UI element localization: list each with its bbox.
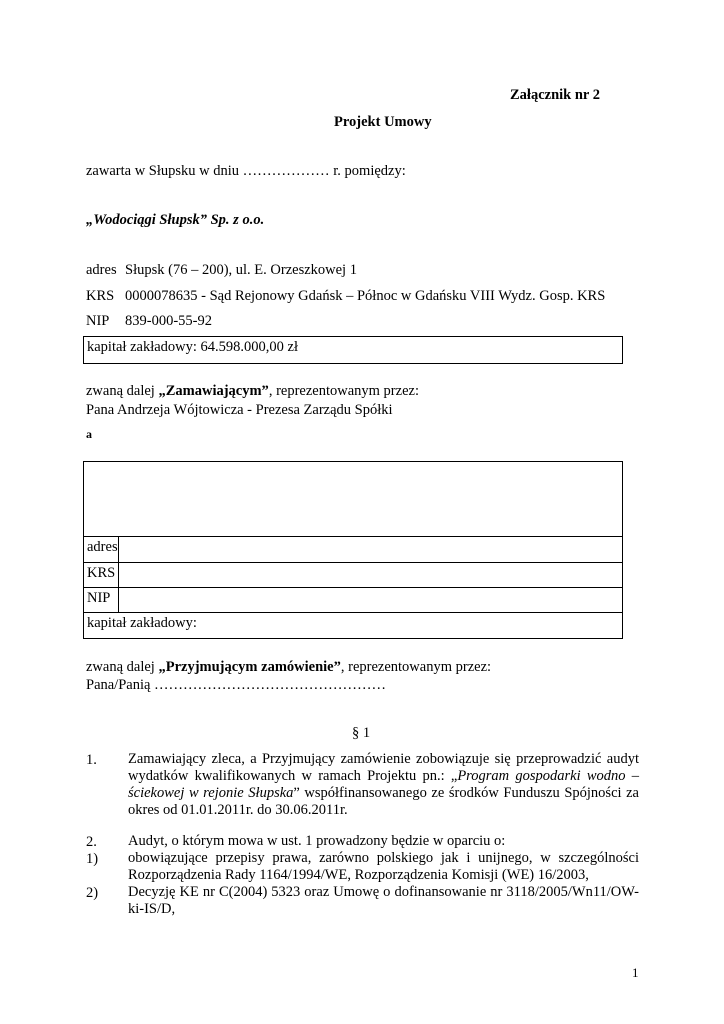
party1-called-suffix: , reprezentowanym przez:	[268, 383, 419, 399]
attachment-label: Załącznik nr 2	[510, 87, 600, 103]
party1-krs-value: 0000078635 - Sąd Rejonowy Gdańsk – Północ w Gdańsku VIII Wydz. Gosp. KRS	[125, 288, 606, 304]
party2-capital: kapitał zakładowy:	[87, 615, 197, 631]
document-title: Projekt Umowy	[334, 114, 432, 130]
party2-address-label: adres	[87, 539, 118, 555]
party2-called-suffix: , reprezentowanym przez:	[340, 659, 492, 675]
party2-divider	[83, 536, 623, 537]
party2-called-line	[86, 659, 491, 676]
party1-krs-label: KRS	[86, 288, 115, 304]
list-item-1: obowiązujące przepisy prawa, zarówno polskiego jak i unijnego, w szczególności Rozporządzenia Rady 1164/1994/WE, Rozporządzenia Komisji (WE) 16/2003,	[128, 850, 639, 883]
project-name: Program gospodarki wodno – ściekowej w rejonie Słupska	[128, 768, 639, 801]
party1-nip-value: 839-000-55-92	[125, 313, 212, 329]
paragraph-1-text-b: ” współfinansowanego ze środków Funduszu Spójności za okres od 01.01.2011r. do 30.06.2011r.	[128, 785, 639, 818]
paragraph-number: 1.	[86, 752, 97, 768]
party1-nip-label: NIP	[86, 313, 110, 329]
list-item-number: 1)	[86, 851, 99, 867]
party2-krs-label: KRS	[87, 565, 116, 581]
party1-called-line	[86, 383, 419, 400]
party2-nip-label: NIP	[87, 590, 111, 606]
party2-divider	[83, 612, 623, 613]
paragraph-2: Audyt, o którym mowa w ust. 1 prowadzony będzie w oparciu o:	[128, 833, 506, 849]
party2-representative: Pana/Panią …………………………………………	[86, 677, 387, 693]
party2-divider	[83, 562, 623, 563]
party2-called-name: „Przyjmującym zamówienie”	[158, 659, 341, 675]
paragraph-number: 2.	[86, 834, 97, 850]
page-number: 1	[632, 965, 639, 980]
party2-column-divider	[118, 536, 119, 612]
party1-called-prefix: zwaną dalej	[86, 383, 159, 399]
paragraph-1	[128, 751, 639, 819]
list-item-number: 2)	[86, 885, 99, 901]
party2-called-prefix: zwaną dalej	[86, 659, 159, 675]
party1-called-name: „Zamawiającym”	[158, 383, 269, 399]
conjunction: a	[86, 427, 92, 441]
party2-divider	[83, 587, 623, 588]
party1-address-label: adres	[86, 262, 117, 278]
party1-name: „Wodociągi Słupsk” Sp. z o.o.	[86, 212, 265, 228]
list-item-2: Decyzję KE nr C(2004) 5323 oraz Umowę o dofinansowanie nr 3118/2005/Wn11/OW-ki-IS/D,	[128, 884, 639, 917]
party1-capital: kapitał zakładowy: 64.598.000,00 zł	[87, 339, 299, 355]
party1-representative: Pana Andrzeja Wójtowicza - Prezesa Zarządu Spółki	[86, 402, 393, 418]
section-heading: § 1	[352, 725, 371, 741]
party1-address-value: Słupsk (76 – 200), ul. E. Orzeszkowej 1	[125, 262, 357, 278]
paragraph-1-text-a: Zamawiający zleca, a Przyjmujący zamówienie zobowiązuje się przeprowadzić audyt wydatków kwalifikowanych w ramach Projektu pn.: „	[128, 751, 639, 784]
intro-line: zawarta w Słupsku w dniu ……………… r. pomiędzy:	[86, 163, 406, 179]
